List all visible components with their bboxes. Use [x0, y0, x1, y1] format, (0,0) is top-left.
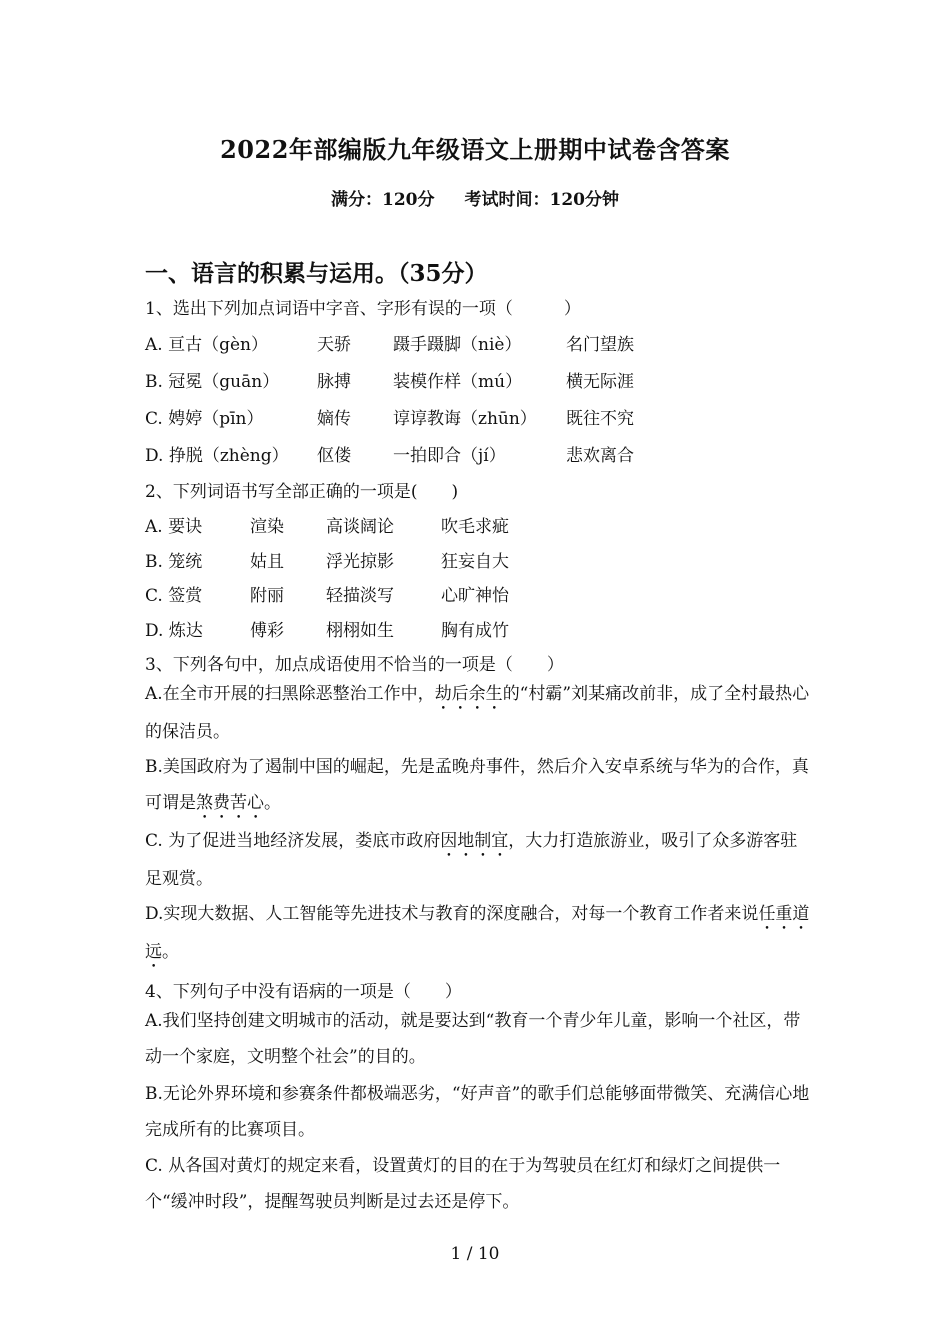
q3-c-text-end: ，大力打造旅游业，吸引了众多游客驻足观赏。 [145, 831, 798, 889]
q2-d-1: D. 炼达 [145, 621, 203, 641]
q2-a-4: 吹毛求疵 [441, 517, 509, 537]
q3-d-text-end: 。 [162, 942, 179, 962]
q3-a-idiom: 劫后余生 [434, 684, 503, 704]
q3-b-text-end: 。 [264, 793, 281, 813]
page-number: 1 / 10 [450, 1244, 500, 1264]
q3-stem: 3、下列各句中，加点成语使用不恰当的一项是（ ） [145, 655, 564, 675]
q4-option-c: C. 从各国对黄灯的规定来看，设置黄灯的目的在于为驾驶员在红灯和绿灯之间提供一个“缓冲时段”，提醒驾驶员判断是过去还是停下。 [145, 1156, 781, 1212]
q2-c-2: 附丽 [250, 586, 284, 606]
q2-b-4: 狂妄自大 [441, 552, 509, 572]
q2-c-1: C. 签赏 [145, 586, 203, 606]
q3-c-idiom: 因地制宜 [440, 831, 509, 851]
q2-a-1: A. 要诀 [145, 517, 203, 537]
q3-d-idiom: 任重道远 [145, 904, 810, 962]
q2-b-2: 姑且 [250, 552, 284, 572]
q3-b-idiom: 煞费苦心 [196, 793, 264, 813]
section-heading: 一、语言的积累与运用。（35分） [145, 260, 488, 287]
q1-b-3: 装模作样（mú） [393, 372, 523, 392]
q4-stem: 4、下列句子中没有语病的一项是（ ） [145, 982, 462, 1002]
q1-a-1: A. 亘古（gèn） [145, 335, 268, 355]
q4-option-b: B.无论外界环境和参赛条件都极端恶劣，“好声音”的歌手们总能够面带微笑、充满信心地完成所有的比赛项目。 [145, 1084, 810, 1140]
q2-a-2: 渲染 [250, 517, 284, 537]
q1-c-4: 既往不究 [566, 409, 634, 429]
q2-b-1: B. 笼统 [145, 552, 203, 572]
q1-b-4: 横无际涯 [566, 372, 634, 392]
q3-option-d [145, 896, 810, 972]
q1-c-2: 嫡传 [317, 409, 351, 429]
q1-d-4: 悲欢离合 [566, 446, 634, 466]
q3-option-c [145, 823, 810, 897]
page-title: 2022年部编版九年级语文上册期中试卷含答案 [220, 135, 730, 164]
q1-c-1: C. 娉婷（pīn） [145, 409, 264, 429]
q4-option-a: A.我们坚持创建文明城市的活动，就是要达到“教育一个青少年儿童，影响一个社区，带动一个家庭，文明整个社会”的目的。 [145, 1011, 801, 1067]
q1-stem: 1、选出下列加点词语中字音、字形有误的一项（ ） [145, 299, 581, 319]
q2-stem: 2、下列词语书写全部正确的一项是( ) [145, 482, 459, 502]
q2-c-4: 心旷神怡 [441, 586, 509, 606]
full-score: 满分：120分 [331, 190, 435, 210]
exam-time: 考试时间：120分钟 [464, 190, 619, 210]
q2-d-4: 胸有成竹 [441, 621, 509, 641]
q1-d-3: 一拍即合（jí） [393, 446, 506, 466]
q2-c-3: 轻描淡写 [326, 586, 394, 606]
q2-a-3: 高谈阔论 [326, 517, 394, 537]
q1-d-2: 伛偻 [317, 446, 351, 466]
q3-a-text: A.在全市开展的扫黑除恶整治工作中， [145, 684, 435, 704]
q1-b-1: B. 冠冕（guān） [145, 372, 280, 392]
q2-b-3: 浮光掠影 [326, 552, 394, 572]
q2-d-3: 栩栩如生 [326, 621, 394, 641]
q1-b-2: 脉搏 [317, 372, 351, 392]
q1-a-4: 名门望族 [566, 335, 634, 355]
q3-a-text-end: 的“村霸”刘某痛改前非，成了全村最热心的保洁员。 [145, 684, 810, 742]
q1-a-2: 天骄 [317, 335, 351, 355]
q3-b-text: B.美国政府为了遏制中国的崛起，先是孟晚舟事件，然后介入安卓系统与华为的合作，真可谓是 [145, 757, 809, 813]
q3-option-a [145, 676, 810, 750]
q3-option-b [145, 749, 810, 823]
q1-d-1: D. 挣脱（zhèng） [145, 446, 289, 466]
exam-info [0, 185, 950, 210]
q3-d-text: D.实现大数据、人工智能等先进技术与教育的深度融合，对每一个教育工作者来说 [145, 904, 759, 924]
q3-c-text: C. 为了促进当地经济发展，娄底市政府 [145, 831, 441, 851]
q1-a-3: 蹑手蹑脚（niè） [393, 335, 522, 355]
q2-d-2: 傅彩 [250, 621, 284, 641]
q1-c-3: 谆谆教诲（zhūn） [393, 409, 537, 429]
